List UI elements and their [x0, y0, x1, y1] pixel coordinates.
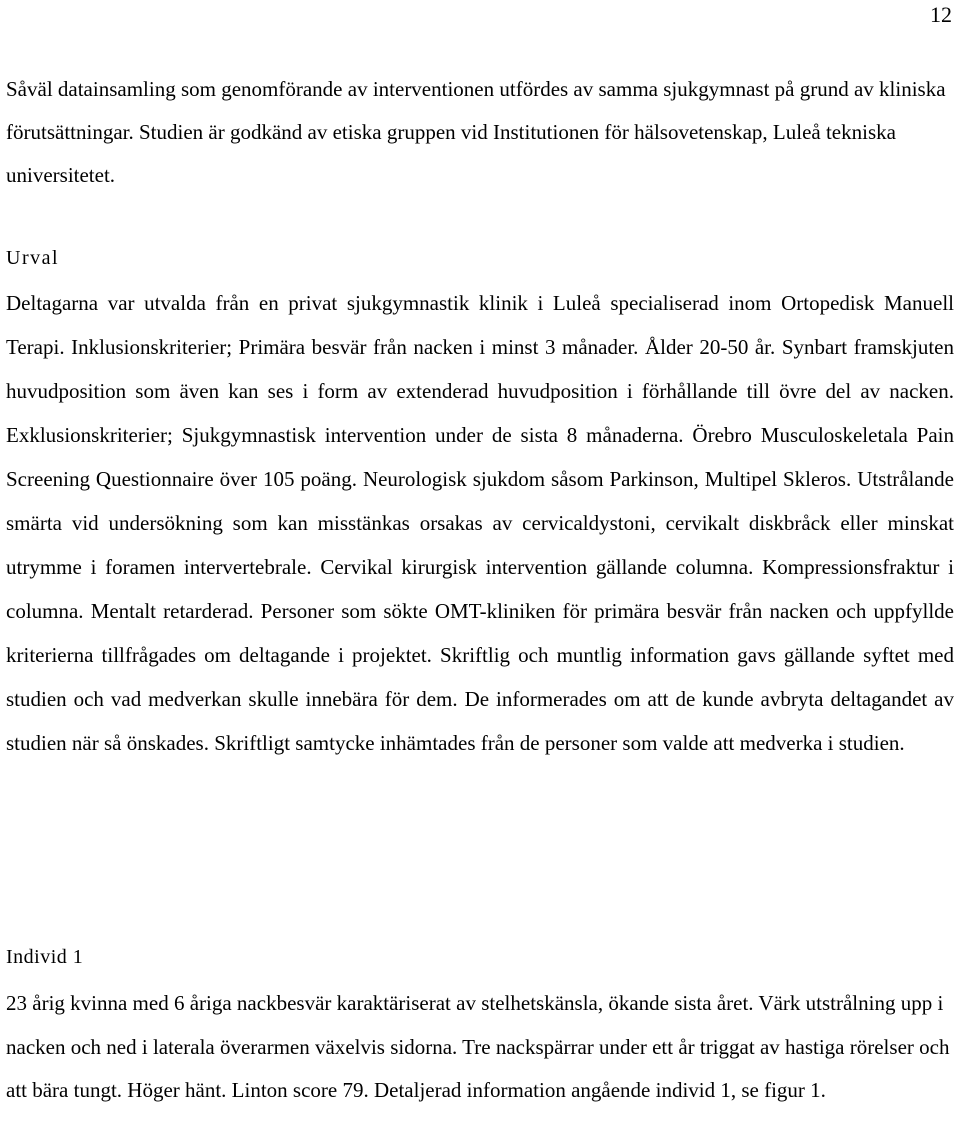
page-number: 12 — [930, 2, 952, 27]
individ-1-paragraph: 23 årig kvinna med 6 åriga nackbesvär karaktäriserat av stelhetskänsla, ökande sista året. Värk utstrålning upp i nacken och ned i laterala överarmen växelvis sidorna. Tre nackspärrar under ett år triggat av hastiga rörelser och att bära tungt. Höger hänt. Linton score 79. Detaljerad information angående individ 1, se figur 1. — [6, 991, 950, 1102]
section-heading-urval: Urval — [6, 247, 60, 269]
urval-paragraph: Deltagarna var utvalda från en privat sjukgymnastik klinik i Luleå specialiserad inom Ortopedisk Manuell Terapi. Inklusionskriterier; Primära besvär från nacken i minst 3 månader. Ålder 20-50 år. Synbart framskjuten huvudposition som även kan ses i form av extenderad huvudposition i förhållande till övre del av nacken. Exklusionskriterier; Sjukgymnastisk intervention under de sista 8 månaderna. Örebro Musculoskeletala Pain Screening Questionnaire över 105 poäng. Neurologisk sjukdom såsom Parkinson, Multipel Skleros. Utstrålande smärta vid undersökning som kan misstänkas orsakas av cervicaldystoni, cervikalt diskbråck eller minskat utrymme i foramen intervertebrale. Cervikal kirurgisk intervention gällande columna. Kompressionsfraktur i columna. Mentalt retarderad. Personer som sökte OMT-kliniken för primära besvär från nacken och uppfyllde kriterierna tillfrågades om deltagande i projektet. Skriftlig och muntlig information gavs gällande syftet med studien och vad medverkan skulle innebära för dem. De informerades om att de kunde avbryta deltagandet av studien när så önskades. Skriftligt samtycke inhämtades från de personer som valde att medverka i studien. — [6, 291, 954, 755]
intro-paragraph: Såväl datainsamling som genomförande av interventionen utfördes av samma sjukgymnast på grund av kliniska förutsättningar. Studien är godkänd av etiska gruppen vid Institutionen för hälsovetenskap, Luleå tekniska universitetet. — [6, 77, 946, 187]
section-heading-individ-1: Individ 1 — [6, 946, 84, 968]
